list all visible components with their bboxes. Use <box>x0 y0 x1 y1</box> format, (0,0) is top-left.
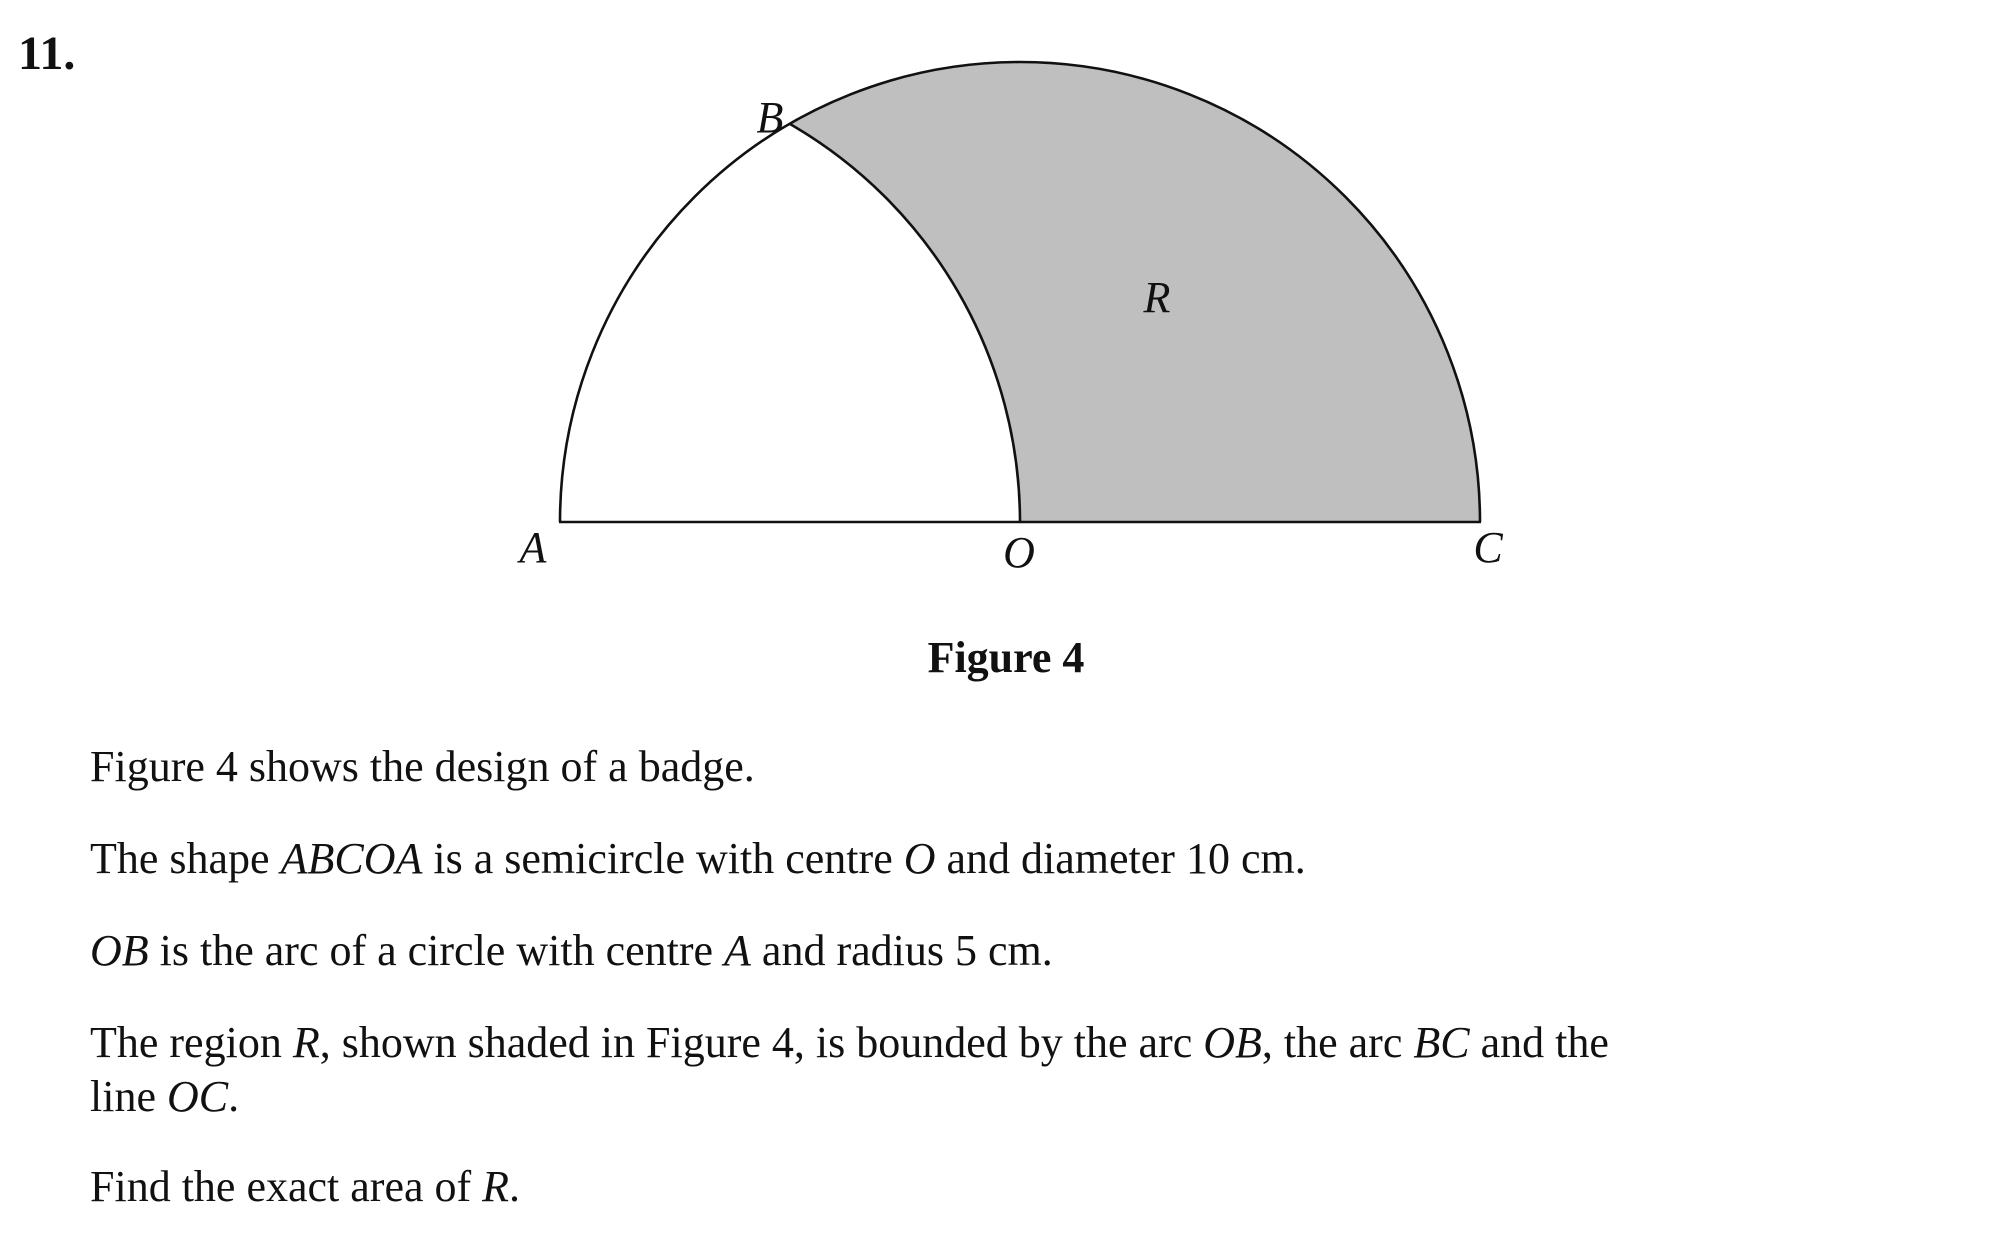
paragraph-5 <box>90 1160 1790 1214</box>
p3-text-d: and radius 5 cm. <box>750 926 1053 975</box>
p3-text-b: is the arc of a circle with centre <box>148 926 725 975</box>
paragraph-1: Figure 4 shows the design of a badge. <box>90 742 755 791</box>
label-c: C <box>1473 523 1503 572</box>
p2-centre-o: O <box>903 834 936 883</box>
p4-text-a: The region <box>90 1018 293 1067</box>
p5-text-c: . <box>509 1162 521 1211</box>
p4-text-h: line <box>90 1072 167 1121</box>
p2-text-e: and diameter 10 cm. <box>935 834 1306 883</box>
p5-region-r: R <box>482 1162 510 1211</box>
figure-caption: Figure 4 <box>927 633 1085 682</box>
p4-text-c: , shown shaded in Figure 4, is bounded by the arc <box>319 1018 1204 1067</box>
question-number: 11. <box>18 27 76 80</box>
p2-shape-abcoa: ABCOA <box>280 834 423 883</box>
paragraph-3 <box>90 924 1790 978</box>
p4-text-e: , the arc <box>1261 1018 1414 1067</box>
p2-text-a: The shape <box>90 834 281 883</box>
label-b: B <box>756 93 784 142</box>
p4-text-g: and the <box>1469 1018 1609 1067</box>
p4-line-oc: OC <box>166 1072 229 1121</box>
p3-arc-ob: OB <box>90 926 149 975</box>
label-a: A <box>519 523 547 572</box>
paragraph-2 <box>90 832 1790 886</box>
p2-text-c: is a semicircle with centre <box>422 834 904 883</box>
paragraph-4 <box>90 1016 1790 1124</box>
p4-arc-bc: BC <box>1413 1018 1470 1067</box>
p4-region-r: R <box>292 1018 320 1067</box>
label-o: O <box>1003 528 1035 577</box>
p3-centre-a: A <box>724 926 751 975</box>
p4-text-j: . <box>228 1072 240 1121</box>
label-r: R <box>1143 273 1171 322</box>
p4-arc-ob: OB <box>1203 1018 1262 1067</box>
p5-text-a: Find the exact area of <box>90 1162 483 1211</box>
region-r-shaded <box>790 62 1480 522</box>
